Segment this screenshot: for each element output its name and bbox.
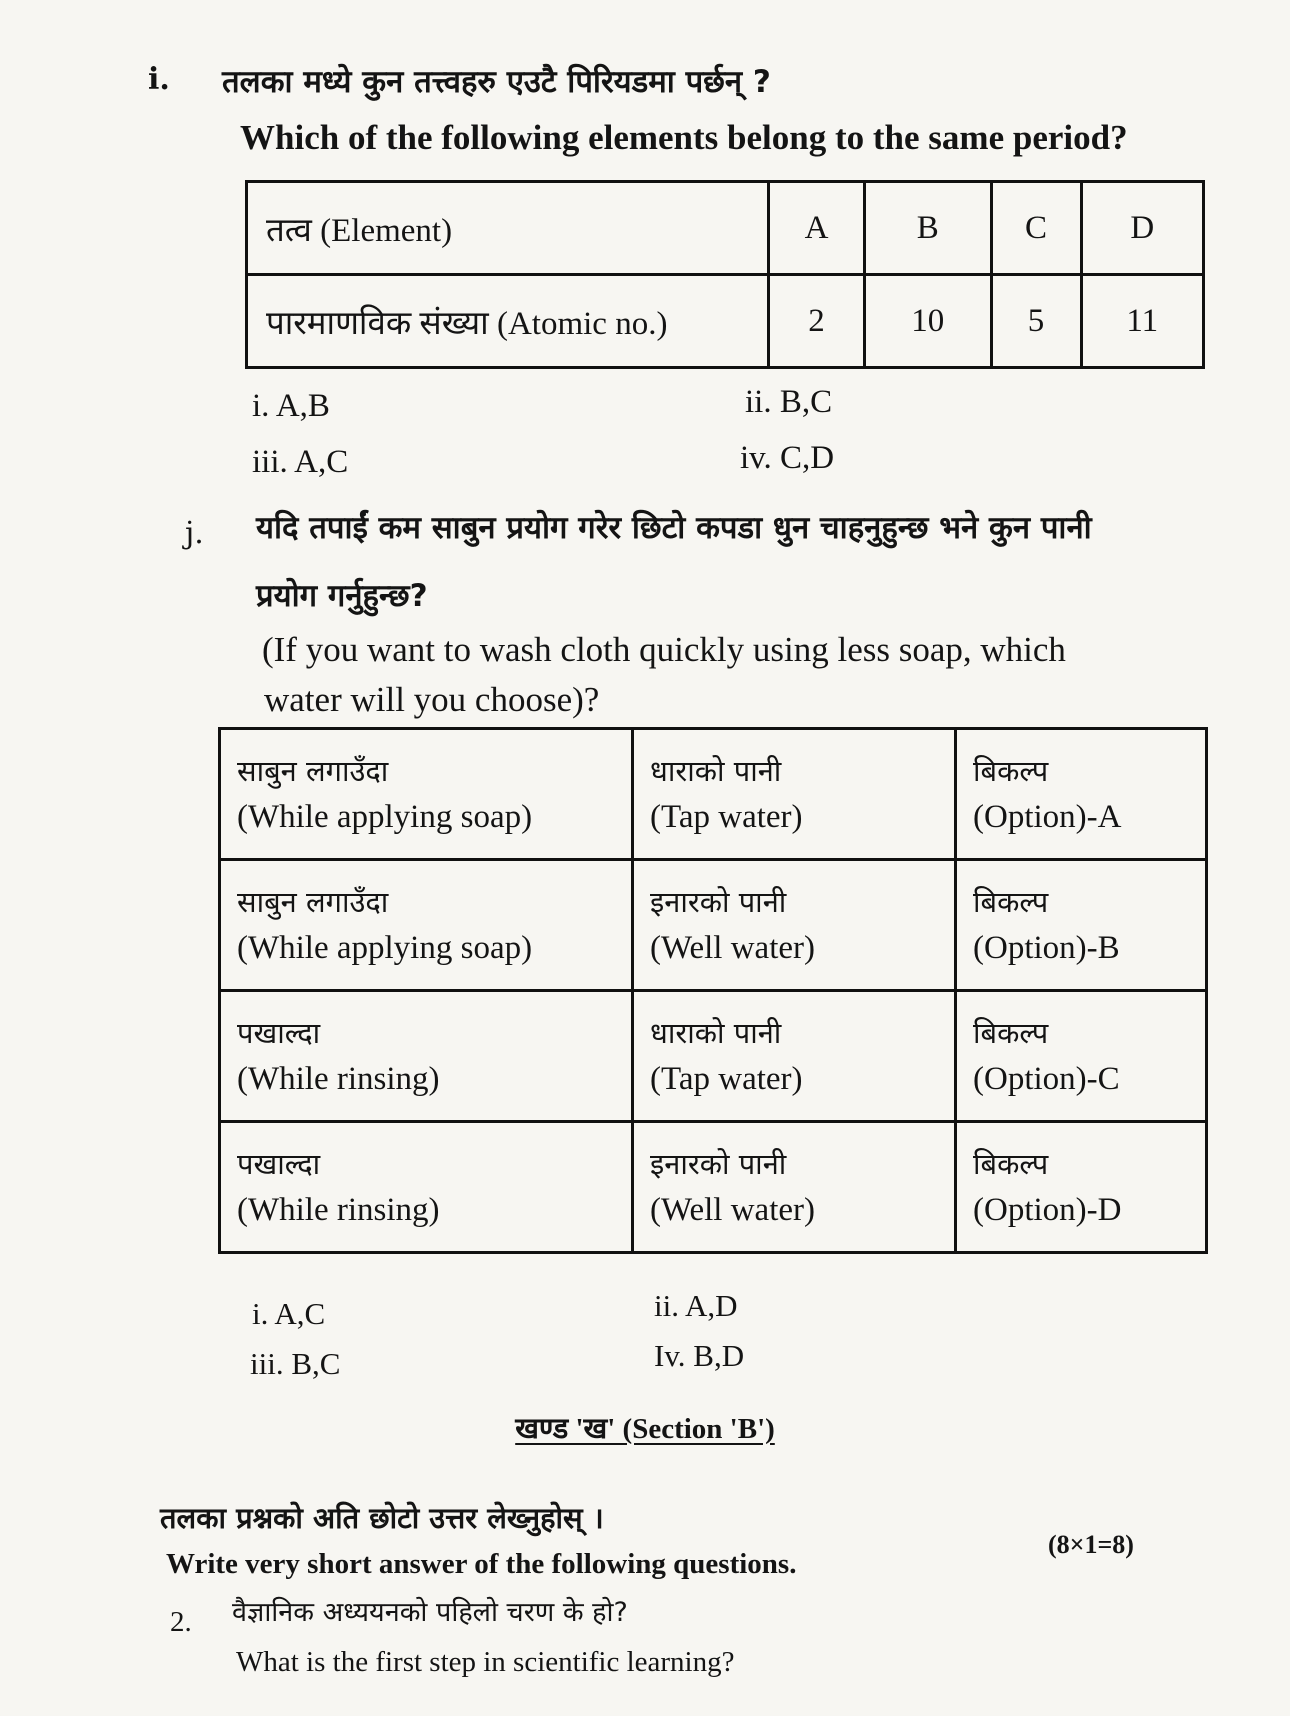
question-2-english: What is the first step in scientific learning? xyxy=(236,1646,735,1678)
option-cell: बिकल्प (Option)-C xyxy=(956,991,1207,1122)
question-i-option-1: i. A,B xyxy=(252,388,330,424)
atomic-number-b: 10 xyxy=(865,275,992,368)
stage-cell: पखाल्दा (While rinsing) xyxy=(220,1122,633,1253)
element-row xyxy=(247,182,1204,275)
question-i-option-2: ii. B,C xyxy=(745,384,833,420)
section-b-instruction-nepali: तलका प्रश्नको अति छोटो उत्तर लेख्नुहोस् । xyxy=(160,1501,604,1535)
washing-row xyxy=(220,1122,1207,1253)
stage-cell: पखाल्दा (While rinsing) xyxy=(220,991,633,1122)
stage-cell: साबुन लगाउँदा (While applying soap) xyxy=(220,860,633,991)
atomic-number-row xyxy=(247,275,1204,368)
question-i-option-3: iii. A,C xyxy=(252,444,349,480)
atomic-number-c: 5 xyxy=(991,275,1081,368)
question-j-nepali-line1: यदि तपाईं कम साबुन प्रयोग गरेर छिटो कपडा धुन चाहनुहुन्छ भने कुन पानी xyxy=(256,510,1092,546)
question-j-number: j. xyxy=(185,516,204,551)
element-label: तत्व (Element) xyxy=(247,182,769,275)
washing-row xyxy=(220,991,1207,1122)
atomic-number-label: पारमाणविक संख्या (Atomic no.) xyxy=(247,275,769,368)
washing-table xyxy=(218,727,1208,1254)
atomic-number-d: 11 xyxy=(1081,275,1204,368)
question-j-option-2: ii. A,D xyxy=(654,1288,738,1323)
section-b-instruction-english: Write very short answer of the following questions. xyxy=(166,1548,797,1580)
element-cell-c: C xyxy=(991,182,1081,275)
element-cell-d: D xyxy=(1081,182,1204,275)
element-table xyxy=(245,180,1205,369)
question-j-english-line1: (If you want to wash cloth quickly using less soap, which xyxy=(262,630,1066,669)
question-j-english-line2: water will you choose)? xyxy=(264,680,600,719)
washing-row xyxy=(220,729,1207,860)
stage-cell: साबुन लगाउँदा (While applying soap) xyxy=(220,729,633,860)
question-i-option-4: iv. C,D xyxy=(740,440,835,476)
question-j-option-3: iii. B,C xyxy=(250,1346,341,1381)
water-cell: धाराको पानी (Tap water) xyxy=(633,729,956,860)
water-cell: इनारको पानी (Well water) xyxy=(633,1122,956,1253)
question-j-nepali-line2: प्रयोग गर्नुहुन्छ? xyxy=(256,578,428,614)
question-i-nepali: तलका मध्ये कुन तत्त्वहरु एउटै पिरियडमा पर्छन् ? xyxy=(222,64,771,100)
water-cell: धाराको पानी (Tap water) xyxy=(633,991,956,1122)
element-cell-a: A xyxy=(769,182,865,275)
section-b-title: खण्ड 'ख' (Section 'B') xyxy=(515,1413,775,1445)
option-cell: बिकल्प (Option)-A xyxy=(956,729,1207,860)
element-cell-b: B xyxy=(865,182,992,275)
question-i-number: i. xyxy=(148,62,170,97)
water-cell: इनारको पानी (Well water) xyxy=(633,860,956,991)
option-cell: बिकल्प (Option)-B xyxy=(956,860,1207,991)
question-j-option-4: Iv. B,D xyxy=(654,1338,745,1373)
question-j-option-1: i. A,C xyxy=(252,1296,326,1331)
atomic-number-a: 2 xyxy=(769,275,865,368)
question-2-number: 2. xyxy=(170,1606,192,1638)
washing-row xyxy=(220,860,1207,991)
question-i-english: Which of the following elements belong to the same period? xyxy=(240,118,1128,157)
option-cell: बिकल्प (Option)-D xyxy=(956,1122,1207,1253)
question-2-nepali: वैज्ञानिक अध्ययनको पहिलो चरण के हो? xyxy=(232,1597,628,1628)
marks-label: (8×1=8) xyxy=(1048,1530,1134,1559)
